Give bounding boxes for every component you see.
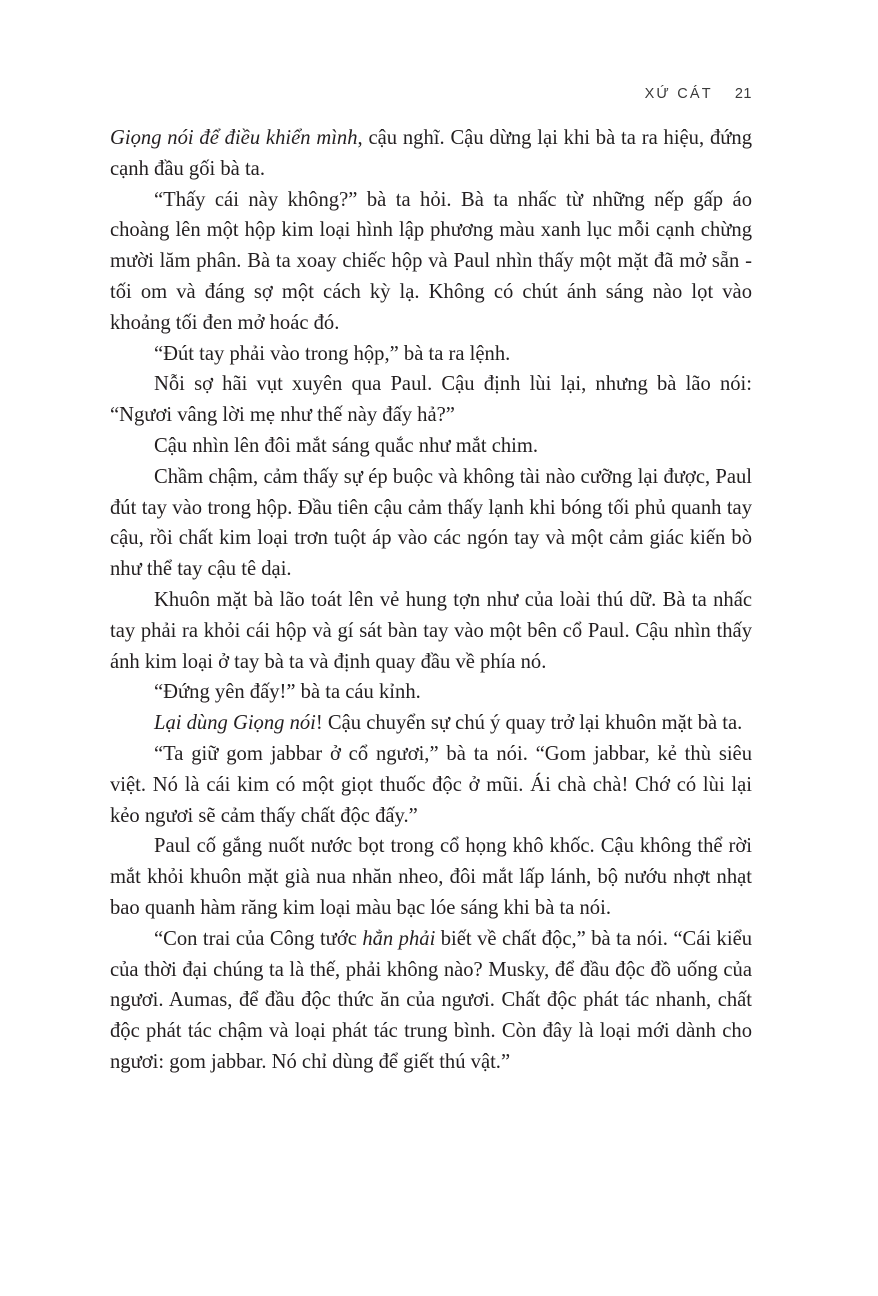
text-run: “Con trai của Công tước (154, 927, 363, 950)
running-header (645, 86, 752, 102)
text-run: , cậu nghĩ. Cậu dừng lại khi bà ta ra hiệu, đứng cạnh đầu gối bà ta. (110, 127, 752, 180)
paragraph (110, 924, 752, 1078)
text-run: Nỗi sợ hãi vụt xuyên qua Paul. Cậu định lùi lại, nhưng bà lão nói: “Ngươi vâng lời mẹ như thế này đấy hả?” (110, 373, 752, 427)
chapter-title: XỨ CÁT (644, 86, 713, 102)
text-run: Khuôn mặt bà lão toát lên vẻ hung tợn như của loài thú dữ. Bà ta nhấc tay phải ra khỏi cái hộp và gí sát bàn tay vào một bên cổ Paul. Cậu nhìn thấy ánh kim loại ở tay bà ta và định quay đầu về phía nó. (110, 588, 752, 673)
italic-text: Giọng nói để điều khiển mình (110, 127, 358, 149)
paragraph (110, 739, 752, 831)
text-run: “Đút tay phải vào trong hộp,” bà ta ra lệnh. (154, 342, 511, 365)
italic-text: hẳn phải (362, 927, 436, 950)
paragraph (110, 677, 752, 708)
paragraph (110, 831, 752, 923)
text-run: Chầm chậm, cảm thấy sự ép buộc và không tài nào cưỡng lại được, Paul đút tay vào trong hộp. Đầu tiên cậu cảm thấy lạnh khi bóng tối phủ quanh tay cậu, rồi chất kim loại trơn tuột áp vào các ngón tay và một cảm giác kiến bò như thể tay cậu tê dại. (110, 465, 752, 581)
paragraph (110, 585, 752, 677)
text-run: biết về chất độc,” bà ta nói. “Cái kiểu của thời đại chúng ta là thế, phải không nào? Musky, để đầu độc đồ uống của ngươi. Aumas, để đầu độc thức ăn của ngươi. Chất độc phát tác nhanh, chất độc phát tác chậm và loại phát tác trung bình. Còn đây là loại mới dành cho ngươi: gom jabbar. Nó chỉ dùng để giết thú vật.” (110, 927, 753, 1073)
paragraph (110, 339, 752, 370)
text-run: “Ta giữ gom jabbar ở cổ ngươi,” bà ta nói. “Gom jabbar, kẻ thù siêu việt. Nó là cái kim có một giọt thuốc độc ở mũi. Ái chà chà! Chớ có lùi lại kẻo ngươi sẽ cảm thấy chất độc đấy.” (110, 742, 752, 827)
paragraph (110, 431, 752, 462)
italic-text: Lại dùng Giọng nói (154, 712, 316, 735)
text-run: Paul cố gắng nuốt nước bọt trong cổ họng khô khốc. Cậu không thể rời mắt khỏi khuôn mặt già nua nhăn nheo, đôi mắt lấp lánh, bộ nướu nhợt nhạt bao quanh hàm răng kim loại màu bạc lóe sáng khi bà ta nói. (110, 835, 752, 919)
paragraph (110, 123, 752, 185)
paragraph (110, 462, 752, 585)
text-run: Cậu nhìn lên đôi mắt sáng quắc như mắt chim. (154, 434, 539, 457)
paragraph (110, 708, 752, 739)
paragraph (110, 369, 752, 431)
paragraph (110, 185, 752, 339)
text-run: ! Cậu chuyển sự chú ý quay trở lại khuôn mặt bà ta. (315, 712, 743, 735)
text-run: “Thấy cái này không?” bà ta hỏi. Bà ta nhấc từ những nếp gấp áo choàng lên một hộp kim loại hình lập phương màu xanh lục mỗi cạnh chừng mười lăm phân. Bà ta xoay chiếc hộp và Paul nhìn thấy một mặt đã mở sẵn - tối om và đáng sợ một cách kỳ lạ. Không có chút ánh sáng nào lọt vào khoảng tối đen mở hoác đó. (110, 188, 752, 334)
page-number: 21 (734, 86, 752, 102)
body-text (110, 123, 752, 1078)
text-run: “Đứng yên đấy!” bà ta cáu kỉnh. (154, 681, 421, 704)
